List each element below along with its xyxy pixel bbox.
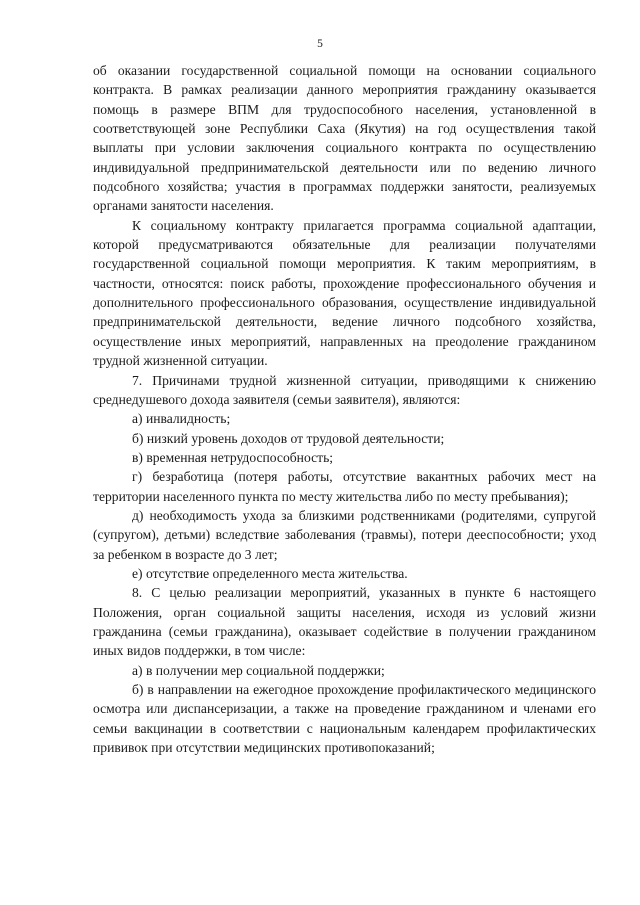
list-item: е) отсутствие определенного места жительства.	[132, 565, 408, 581]
page-number: 5	[317, 38, 323, 50]
list-item: б) в направлении на ежегодное прохождение профилактического медицинского осмотра или диспансеризации, а также на проведение гражданином и членами его семьи вакцинации в соответствии с национальным календарем профилактических прививок при отсутствии медицинских противопоказаний;	[93, 682, 596, 756]
list-item: в) временная нетрудоспособность;	[132, 449, 334, 465]
list-item: б) низкий уровень доходов от трудовой деятельности;	[132, 430, 445, 446]
list-item: а) инвалидность;	[132, 411, 231, 427]
list-item: а) в получении мер социальной поддержки;	[132, 662, 385, 678]
paragraph: 7. Причинами трудной жизненной ситуации, приводящими к снижению среднедушевого дохода заявителя (семьи заявителя), являются:	[93, 372, 596, 407]
list-item: д) необходимость ухода за близкими родственниками (родителями, супругой (супругом), детьми) вследствие заболевания (травмы), потери дееспособности; уход за ребенком в возрасте до 3 лет;	[93, 507, 596, 562]
document-body	[93, 61, 596, 757]
paragraph: К социальному контракту прилагается программа социальной адаптации, которой предусматриваются обязательные для реализации получателями государственной социальной помощи мероприятия. К таким мероприятиям, в частности, относятся: поиск работы, прохождение профессионального обучения и дополнительного профессионального образования, осуществление индивидуальной предпринимательской деятельности, ведение личного подсобного хозяйства, осуществление иных мероприятий, направленных на преодоление гражданином трудной жизненной ситуации.	[93, 217, 596, 369]
paragraph: 8. С целью реализации мероприятий, указанных в пункте 6 настоящего Положения, орган социальной защиты населения, исходя из условий жизни гражданина (семьи гражданина), оказывает содействие в получении гражданином иных видов поддержки, в том числе:	[93, 585, 596, 659]
paragraph: об оказании государственной социальной помощи на основании социального контракта. В рамках реализации данного мероприятия гражданину оказывается помощь в размере ВПМ для трудоспособного населения, установленной в соответствующей зоне Республики Саха (Якутия) на год осуществления такой выплаты при условии заключения социального контракта по осуществлению индивидуальной предпринимательской деятельности или по ведению личного подсобного хозяйства; участия в программах поддержки занятости, реализуемых органами занятости населения.	[93, 63, 596, 214]
list-item: г) безработица (потеря работы, отсутствие вакантных рабочих мест на территории населенного пункта по месту жительства либо по месту пребывания);	[93, 469, 596, 504]
